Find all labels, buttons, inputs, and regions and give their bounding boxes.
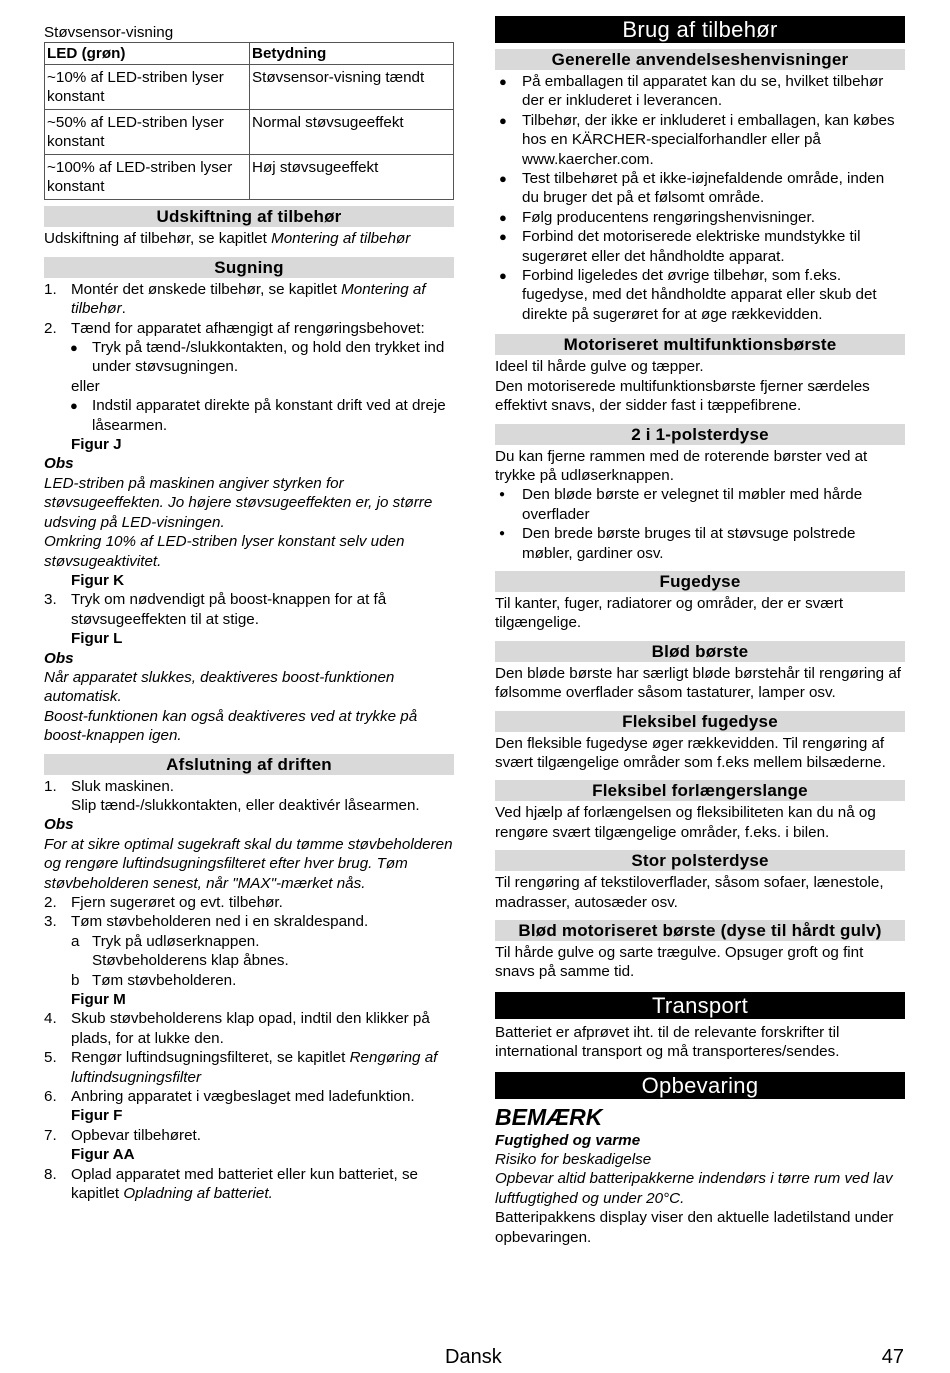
note-text: Når apparatet slukkes, deaktiveres boost-funktionen automatisk.: [44, 668, 395, 706]
text: Forbind det motoriserede elektriske mundstykke til sugerøret eller det håndholdte apparat.: [522, 228, 861, 265]
note-label: Obs: [44, 649, 74, 667]
list-item: [44, 1009, 454, 1048]
bullet-icon: ●: [499, 209, 507, 225]
table-row: [45, 65, 454, 110]
step-number: 2.: [44, 319, 57, 337]
section-heading: Fleksibel forlængerslange: [495, 780, 905, 801]
note-text: Boost-funktionen kan også deaktiveres ved at trykke på boost-knappen igen.: [44, 707, 418, 745]
table-cell: Høj støvsugeeffekt: [250, 155, 454, 200]
paragraph: Ved hjælp af forlængelsen og fleksibiliteten kan du nå og rengøre svært tilgængelige områder, f.eks. i bilen.: [495, 804, 876, 841]
table-header-cell: Betydning: [250, 43, 454, 65]
text: Rengør luftindsugningsfilteret, se kapitlet: [71, 1049, 350, 1067]
section-heading: Stor polsterdyse: [495, 850, 905, 871]
step-letter: b: [71, 971, 80, 989]
warning-text: Opbevar altid batteripakkerne indendørs i tørre rum ved lav luftfugtighed og under 20°C.: [495, 1170, 893, 1207]
paragraph: Til kanter, fuger, radiatorer og områder, der er svært tilgængelige.: [495, 594, 844, 632]
section-heading: Sugning: [44, 257, 454, 278]
bullet-icon: ●: [499, 229, 507, 245]
text: Indstil apparatet direkte på konstant drift ved at dreje låsearmen.: [92, 397, 446, 434]
chapter-ref: Rengøring af luftindsugningsfilter: [71, 1049, 438, 1086]
bullet-icon: ●: [499, 489, 506, 501]
list-item: [495, 524, 905, 563]
table-cell: Støvsensor-visning tændt: [250, 65, 454, 110]
paragraph: Støvbeholderens klap åbnes.: [92, 952, 289, 970]
paragraph: [44, 229, 454, 248]
table-cell: ~50% af LED-striben lyser konstant: [45, 110, 250, 155]
bullet-icon: ●: [499, 528, 506, 540]
paragraph: Til hårde gulve og sarte trægulve. Opsuger groft og fint snavs på samme tid.: [495, 944, 864, 981]
bullet-icon: ●: [70, 398, 78, 414]
text: Oplad apparatet med batteriet eller kun batteriet, se kapitlet: [71, 1165, 418, 1203]
list-item: [44, 1126, 454, 1145]
list-item: [44, 338, 454, 377]
bullet-list: [495, 72, 905, 324]
section-heading: Fugedyse: [495, 571, 905, 592]
section-heading: Afslutning af driften: [44, 754, 454, 775]
bullet-list: [44, 396, 454, 435]
letter-list: [44, 932, 454, 951]
paragraph: Den motoriserede multifunktionsbørste fjerner særdeles effektivt snavs, der sidder fast i tæppefibrene.: [495, 377, 870, 415]
list-item: [44, 777, 454, 796]
step-number: 4.: [44, 1010, 57, 1028]
chapter-ref: Montering af tilbehør: [71, 280, 426, 318]
paragraph: Batteriet er afprøvet iht. til de relevante forskrifter til international transport og må transporteres/sendes.: [495, 1023, 840, 1061]
table-caption: Støvsensor-visning: [44, 24, 174, 41]
text: Udskiftning af tilbehør, se kapitlet: [44, 230, 272, 248]
figure-ref: Figur M: [71, 991, 126, 1009]
text: Test tilbehøret på et ikke-iøjnefaldende område, inden du bruger det på et følsomt område.: [522, 170, 885, 207]
figure-ref: Figur K: [71, 571, 125, 589]
table-row: [45, 110, 454, 155]
step-number: 3.: [44, 913, 57, 931]
section-heading: Generelle anvendelseshenvisninger: [495, 49, 905, 70]
step-list: [44, 1009, 454, 1106]
note-text: For at sikre optimal sugekraft skal du tømme støvbeholderen og rengøre luftindsugningsfilteret efter hver brug. Tøm støvbeholderen senest, når "MAX"-mærket nås.: [44, 835, 453, 892]
list-item: [495, 266, 905, 324]
step-number: 7.: [44, 1126, 57, 1144]
text: Tænd for apparatet afhængigt af rengøringsbehovet:: [71, 319, 425, 337]
step-number: 5.: [44, 1049, 57, 1067]
paragraph: Slip tænd-/slukkontakten, eller deaktivér låsearmen.: [71, 796, 420, 814]
left-column: [44, 20, 454, 1204]
text: På emballagen til apparatet kan du se, hvilket tilbehør der er inkluderet i leverancen.: [522, 73, 884, 110]
list-item: [44, 1048, 454, 1087]
step-number: 3.: [44, 591, 57, 609]
step-list: [44, 777, 454, 796]
warning-subheading: Fugtighed og varme: [495, 1131, 641, 1149]
section-heading: Fleksibel fugedyse: [495, 711, 905, 732]
list-item: [495, 227, 905, 266]
note-text: Omkring 10% af LED-striben lyser konstant selv uden støvsugeaktivitet.: [44, 533, 405, 570]
text: Tryk om nødvendigt på boost-knappen for at få støvsugeeffekten til at stige.: [71, 591, 387, 628]
section-heading: Blød børste: [495, 641, 905, 662]
text: Anbring apparatet i vægbeslaget med ladefunktion.: [71, 1088, 415, 1106]
page-number: 47: [881, 1346, 904, 1368]
text: .: [121, 300, 126, 318]
figure-ref: Figur L: [71, 630, 123, 648]
paragraph: Batteripakkens display viser den aktuelle ladetilstand under opbevaringen.: [495, 1209, 894, 1246]
footer-language: Dansk: [445, 1346, 502, 1368]
list-item: [44, 396, 454, 435]
list-item: [495, 111, 905, 169]
chapter-heading: Brug af tilbehør: [495, 16, 905, 43]
text: Sluk maskinen.: [71, 777, 174, 795]
text: Tilbehør, der ikke er inkluderet i emballagen, kan købes hos en KÄRCHER-specialforhandler eller på www.kaercher.com.: [522, 111, 895, 168]
text: Tøm støvbeholderen.: [92, 971, 237, 989]
paragraph: Den bløde børste har særligt bløde børstehår til rengøring af følsomme overflader såsom tastaturer, lamper osv.: [495, 664, 902, 702]
text: Fjern sugerøret og evt. tilbehør.: [71, 894, 283, 911]
list-item: [495, 485, 905, 524]
note-label: Obs: [44, 455, 74, 473]
led-table: [44, 42, 454, 200]
step-number: 2.: [44, 894, 57, 911]
chapter-heading: Transport: [495, 992, 905, 1019]
table-header-row: [45, 43, 454, 65]
paragraph: Ideel til hårde gulve og tæpper.: [495, 358, 704, 376]
step-number: 6.: [44, 1088, 57, 1106]
paragraph: Til rengøring af tekstiloverflader, såsom sofaer, lænestole, madrasser, autosæder osv.: [495, 874, 884, 911]
table-row: [45, 155, 454, 200]
list-item: [495, 72, 905, 111]
bullet-icon: ●: [499, 171, 507, 187]
figure-ref: Figur AA: [71, 1146, 135, 1164]
bullet-icon: ●: [499, 74, 507, 89]
warning-heading: BEMÆRK: [495, 1103, 603, 1130]
letter-list: [44, 971, 454, 990]
text: Skub støvbeholderens klap opad, indtil den klikker på plads, for at lukke den.: [71, 1010, 430, 1047]
list-item: [44, 1165, 454, 1204]
bullet-list: [44, 338, 454, 377]
section-heading: Blød motoriseret børste (dyse til hårdt gulv): [495, 920, 905, 941]
step-list: [44, 1126, 454, 1145]
chapter-ref: Montering af tilbehør: [271, 230, 411, 248]
paragraph: Du kan fjerne rammen med de roterende børster ved at trykke på udløserknappen.: [495, 447, 868, 484]
bullet-icon: ●: [499, 268, 507, 284]
table-cell: Normal støvsugeeffekt: [250, 110, 454, 155]
chapter-ref: Opladning af batteriet.: [123, 1185, 273, 1203]
text: Den bløde børste er velegnet til møbler med hårde overflader: [522, 486, 863, 523]
bullet-list: [495, 485, 905, 563]
bullet-icon: ●: [499, 112, 507, 128]
text: Den brede børste bruges til at støvsuge polstrede møbler, gardiner osv.: [522, 525, 856, 562]
section-heading: 2 i 1-polsterdyse: [495, 424, 905, 445]
figure-ref: Figur F: [71, 1107, 123, 1125]
list-item: [44, 319, 454, 338]
text: Forbind ligeledes det øvrige tilbehør, som f.eks. fugedyse, med det håndholdte apparat eller skub det direkte på sugerøret for at øge rækkevidden.: [522, 267, 877, 323]
text: Tøm støvbeholderen ned i en skraldespand.: [71, 913, 369, 931]
table-header-cell: LED (grøn): [45, 43, 250, 65]
section-heading: Motoriseret multifunktionsbørste: [495, 334, 905, 355]
text: Opbevar tilbehøret.: [71, 1126, 201, 1144]
text: Tryk på udløserknappen.: [92, 932, 260, 950]
list-item: [44, 893, 454, 912]
list-item: [44, 971, 454, 990]
step-number: 1.: [44, 280, 57, 298]
table-cell: ~100% af LED-striben lyser konstant: [45, 155, 250, 200]
step-number: 1.: [44, 777, 57, 795]
step-number: 8.: [44, 1165, 57, 1183]
text: Montér det ønskede tilbehør, se kapitlet: [71, 280, 342, 298]
list-item: [44, 590, 454, 629]
list-item: [44, 932, 454, 951]
list-item: [495, 208, 905, 227]
list-item: [44, 280, 454, 319]
text: Følg producentens rengøringshenvisninger.: [522, 208, 815, 226]
table-cell: ~10% af LED-striben lyser konstant: [45, 65, 250, 110]
step-letter: a: [71, 932, 80, 950]
paragraph: Den fleksible fugedyse øger rækkevidden. Til rengøring af svært tilgængelige områder som f.eks mellem bilsæderne.: [495, 734, 886, 771]
step-list: [44, 280, 454, 338]
text: Tryk på tænd-/slukkontakten, og hold den trykket ind under støvsugningen.: [92, 339, 445, 376]
right-column: [495, 16, 905, 1247]
paragraph: eller: [71, 377, 100, 395]
note-text: LED-striben på maskinen angiver styrken for støvsugeeffekten. Jo højere støvsugeeffekten er, jo større udsving på LED-visningen.: [44, 474, 433, 531]
bullet-icon: ●: [70, 340, 78, 356]
figure-ref: Figur J: [71, 436, 122, 454]
list-item: [44, 912, 454, 931]
step-list: [44, 1165, 454, 1204]
note-label: Obs: [44, 816, 74, 834]
list-item: [44, 1087, 454, 1106]
step-list: [44, 590, 454, 629]
list-item: [495, 169, 905, 208]
warning-risk: Risiko for beskadigelse: [495, 1151, 652, 1169]
step-list: [44, 893, 454, 932]
section-heading: Udskiftning af tilbehør: [44, 206, 454, 227]
chapter-heading: Opbevaring: [495, 1072, 905, 1099]
